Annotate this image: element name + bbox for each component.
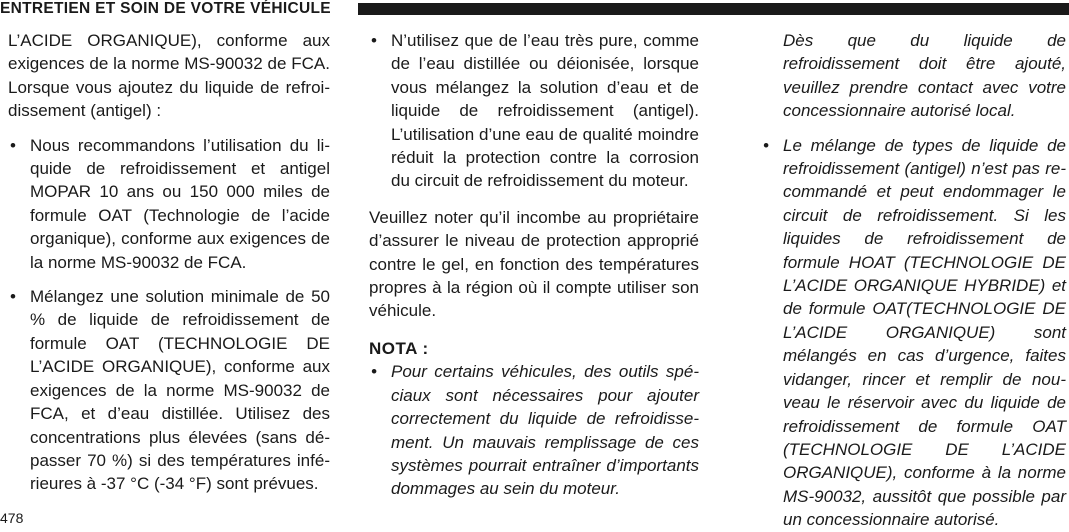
nota-continuation: Dès que du liquide de refroidissement doit être ajouté, veuillez prendre contact avec votre concessionnaire autorisé local. bbox=[783, 31, 1066, 121]
page-number: 478 bbox=[0, 510, 24, 526]
column-1 bbox=[8, 29, 330, 496]
list-item-mix-solution: • Mélangez une solution minimale de 50 % de liquide de refroidissement de formule OAT (TECHNOLOGIE DE L’ACIDE ORGANIQUE), conforme aux exigences de la norme MS-90032 de FCA, et d’eau distillée. Utilisez des concentrations plus élevées (sans dépasser 70 %) si des températures inférieures à -37 °C (-34 °F) sont prévues. bbox=[8, 285, 330, 496]
nota-list-item-mixing-warning: • Le mélange de types de liquide de refroidissement (antigel) n’est pas recommandé et peut endommager le circuit de refroidissement. Si les liquides de refroidissement de formule HOAT (TECHNOLOGIE DE L’ACIDE ORGANIQUE HYBRIDE) et de formule OAT(TECHNOLOGIE DE L’ACIDE ORGANIQUE) sont mélangés en cas d’urgence, faites vidanger, rincer et remplir de nouveau le réservoir avec du liquide de refroidissement de formule OAT (TECHNOLOGIE DE L’ACIDE ORGANIQUE), conforme à la norme MS-90032, aussitôt que possible par un concessionnaire autorisé. bbox=[761, 134, 1066, 532]
intro-paragraph: L’ACIDE ORGANIQUE), conforme aux exigences de la norme MS-90032 de FCA. Lorsque vous ajoutez du liquide de refroidissement (antigel) : bbox=[8, 31, 330, 121]
owner-responsibility-paragraph: Veuillez noter qu’il incombe au propriétaire d’assurer le niveau de protection approprié contre le gel, en fonction des températures propres à la région où il compte utiliser son véhicule. bbox=[369, 207, 699, 321]
nota-label: NOTA : bbox=[369, 338, 429, 358]
page-header bbox=[0, 0, 1069, 18]
list-item-pure-water: • N’utilisez que de l’eau très pure, comme de l’eau distillée ou déionisée, lorsque vous mélangez la solution d’eau et de liquide de refroidissement (antigel). L’utilisation d’une eau de qualité moindre réduit la protection contre la corrosion du circuit de refroidissement du moteur. bbox=[369, 29, 699, 193]
column-2 bbox=[369, 29, 699, 501]
list-item-mopar-recommendation: • Nous recommandons l’utilisation du liquide de refroidissement et antigel MOPAR 10 ans ou 150 000 miles de formule OAT (Technologie de l’acide organique), conforme aux exigences de la norme MS-90032 de FCA. bbox=[8, 134, 330, 274]
column-3 bbox=[761, 29, 1066, 532]
nota-list-item-special-tools: • Pour certains véhicules, des outils spéciaux sont nécessaires pour ajouter correctement du liquide de refroidissement. Un mauvais remplissage de ces systèmes pourrait entraîner d’importants dommages au sein du moteur. bbox=[369, 360, 699, 500]
header-rule bbox=[358, 3, 1069, 15]
section-title: ENTRETIEN ET SOIN DE VOTRE VÉHICULE bbox=[0, 0, 331, 17]
